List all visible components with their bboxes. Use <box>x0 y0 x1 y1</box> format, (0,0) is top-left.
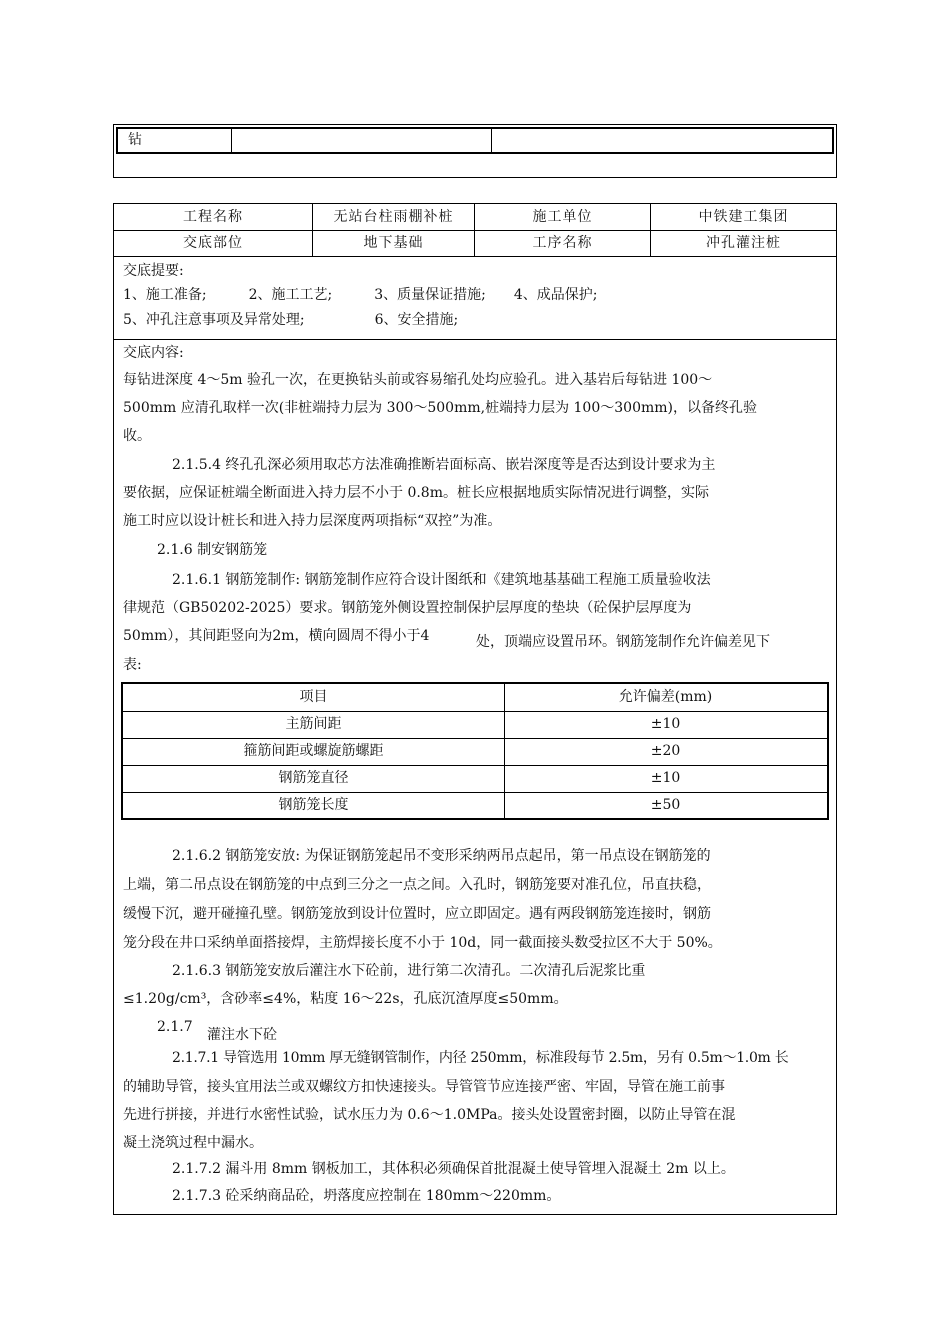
project-name-value: 无站台柱雨棚补桩 <box>313 204 475 230</box>
content-line: 2.1.7.2 漏斗用 8mm 钢板加工，其体积必须确保首批混凝土使导管埋入混凝土 2m 以上。 <box>172 1161 735 1177</box>
table-row <box>123 765 827 793</box>
content-line: 2.1.5.4 终孔孔深必须用取芯方法准确推断岩面标高、嵌岩深度等是否达到设计要求为主 <box>172 457 716 473</box>
contractor-label: 施工单位 <box>475 204 651 230</box>
top-cell-3 <box>491 129 832 152</box>
top-cell-1: 钻 <box>118 129 232 152</box>
content-line: 律规范（GB50202-2025）要求。钢筋笼外侧设置控制保护层厚度的垫块（砼保护层厚度为 <box>123 600 692 616</box>
content-line: 表: <box>123 657 142 673</box>
content-line: 要依据，应保证桩端全断面进入持力层不小于 0.8m。桩长应根据地质实际情况进行调整，实际 <box>123 485 709 501</box>
section-heading-title: 灌注水下砼 <box>207 1027 277 1043</box>
project-name-label: 工程名称 <box>114 204 313 230</box>
table-row <box>123 711 827 739</box>
tolerance-table <box>121 682 829 820</box>
contractor-value: 中铁建工集团 <box>698 209 789 225</box>
summary-line-2: 5、冲孔注意事项及异常处理; 6、安全措施; <box>123 312 459 328</box>
header-row-2 <box>114 230 836 257</box>
summary-title: 交底提要: <box>123 263 184 279</box>
section-divider <box>114 339 836 340</box>
top-cell-2 <box>232 129 492 152</box>
location-value: 地下基础 <box>313 230 475 256</box>
tolerance-value: ±50 <box>650 797 681 813</box>
section-heading: 2.1.6 制安钢筋笼 <box>157 542 268 558</box>
content-line: 凝土浇筑过程中漏水。 <box>123 1135 263 1151</box>
top-table-row <box>116 127 834 154</box>
content-line: 处，顶端应设置吊环。钢筋笼制作允许偏差见下 <box>476 634 770 650</box>
content-line: 施工时应以设计桩长和进入持力层深度两项指标“双控”为准。 <box>123 513 502 529</box>
tolerance-item: 主筋间距 <box>123 711 505 738</box>
content-line: 上端，第二吊点设在钢筋笼的中点到三分之一点之间。入孔时，钢筋笼要对准孔位，吊直扶稳， <box>123 877 711 893</box>
content-line: 先进行拼接，并进行水密性试验，试水压力为 0.6～1.0MPa。接头处设置密封圈，以防止导管在混 <box>123 1107 736 1123</box>
tolerance-value: ±20 <box>650 743 681 759</box>
tolerance-item: 钢筋笼长度 <box>123 792 505 819</box>
header-row-1 <box>114 204 836 231</box>
content-line: 2.1.6.2 钢筋笼安放: 为保证钢筋笼起吊不变形采纳两吊点起吊，第一吊点设在钢筋笼的 <box>172 848 711 864</box>
tolerance-item: 箍筋间距或螺旋筋螺距 <box>123 738 505 765</box>
content-line: ≤1.20g/cm³，含砂率≤4%，粘度 16～22s，孔底沉渣厚度≤50mm。 <box>123 991 568 1007</box>
table-row <box>123 738 827 766</box>
content-line: 每钻进深度 4～5m 验孔一次，在更换钻头前或容易缩孔处均应验孔。进入基岩后每钻进 100～ <box>123 372 713 388</box>
section-heading: 2.1.7 <box>157 1019 193 1035</box>
content-line: 2.1.7.1 导管选用 10mm 厚无缝钢管制作，内径 250mm，标准段每节 2.5m，另有 0.5m～1.0m 长 <box>172 1050 789 1066</box>
tolerance-header-item: 项目 <box>123 684 505 711</box>
summary-line-1: 1、施工准备; 2、施工工艺; 3、质量保证措施; 4、成品保护; <box>123 287 598 303</box>
content-line: 500mm 应清孔取样一次(非桩端持力层为 300～500mm,桩端持力层为 100～300mm)，以备终孔验 <box>123 400 757 416</box>
content-line: 收。 <box>123 428 151 444</box>
content-title: 交底内容: <box>123 345 184 361</box>
tolerance-value: ±10 <box>650 770 681 786</box>
content-line: 50mm），其间距竖向为2m，横向圆周不得小于4 <box>123 628 430 644</box>
content-line: 的辅助导管，接头宜用法兰或双螺纹方扣快速接头。导管管节应连接严密、牢固，导管在施工前事 <box>123 1079 725 1095</box>
content-line: 2.1.6.1 钢筋笼制作: 钢筋笼制作应符合设计图纸和《建筑地基基础工程施工质量验收法 <box>172 572 711 588</box>
tolerance-item: 钢筋笼直径 <box>123 765 505 792</box>
content-line: 2.1.6.3 钢筋笼安放后灌注水下砼前，进行第二次清孔。二次清孔后泥浆比重 <box>172 963 646 979</box>
process-value: 冲孔灌注桩 <box>706 235 781 251</box>
tolerance-header-row <box>123 684 827 712</box>
content-line: 2.1.7.3 砼采纳商品砼，坍落度应控制在 180mm～220mm。 <box>172 1188 561 1204</box>
table-row <box>123 792 827 819</box>
location-label: 交底部位 <box>114 230 313 256</box>
content-line: 缓慢下沉，避开碰撞孔壁。钢筋笼放到设计位置时，应立即固定。遇有两段钢筋笼连接时，钢筋 <box>123 906 711 922</box>
tolerance-header-value: 允许偏差(mm) <box>618 689 713 705</box>
content-line: 笼分段在井口采纳单面搭接焊，主筋焊接长度不小于 10d，同一截面接头数受拉区不大于 50%。 <box>123 935 722 951</box>
top-partial-table <box>113 124 837 178</box>
tolerance-value: ±10 <box>650 716 681 732</box>
process-label: 工序名称 <box>475 230 651 256</box>
